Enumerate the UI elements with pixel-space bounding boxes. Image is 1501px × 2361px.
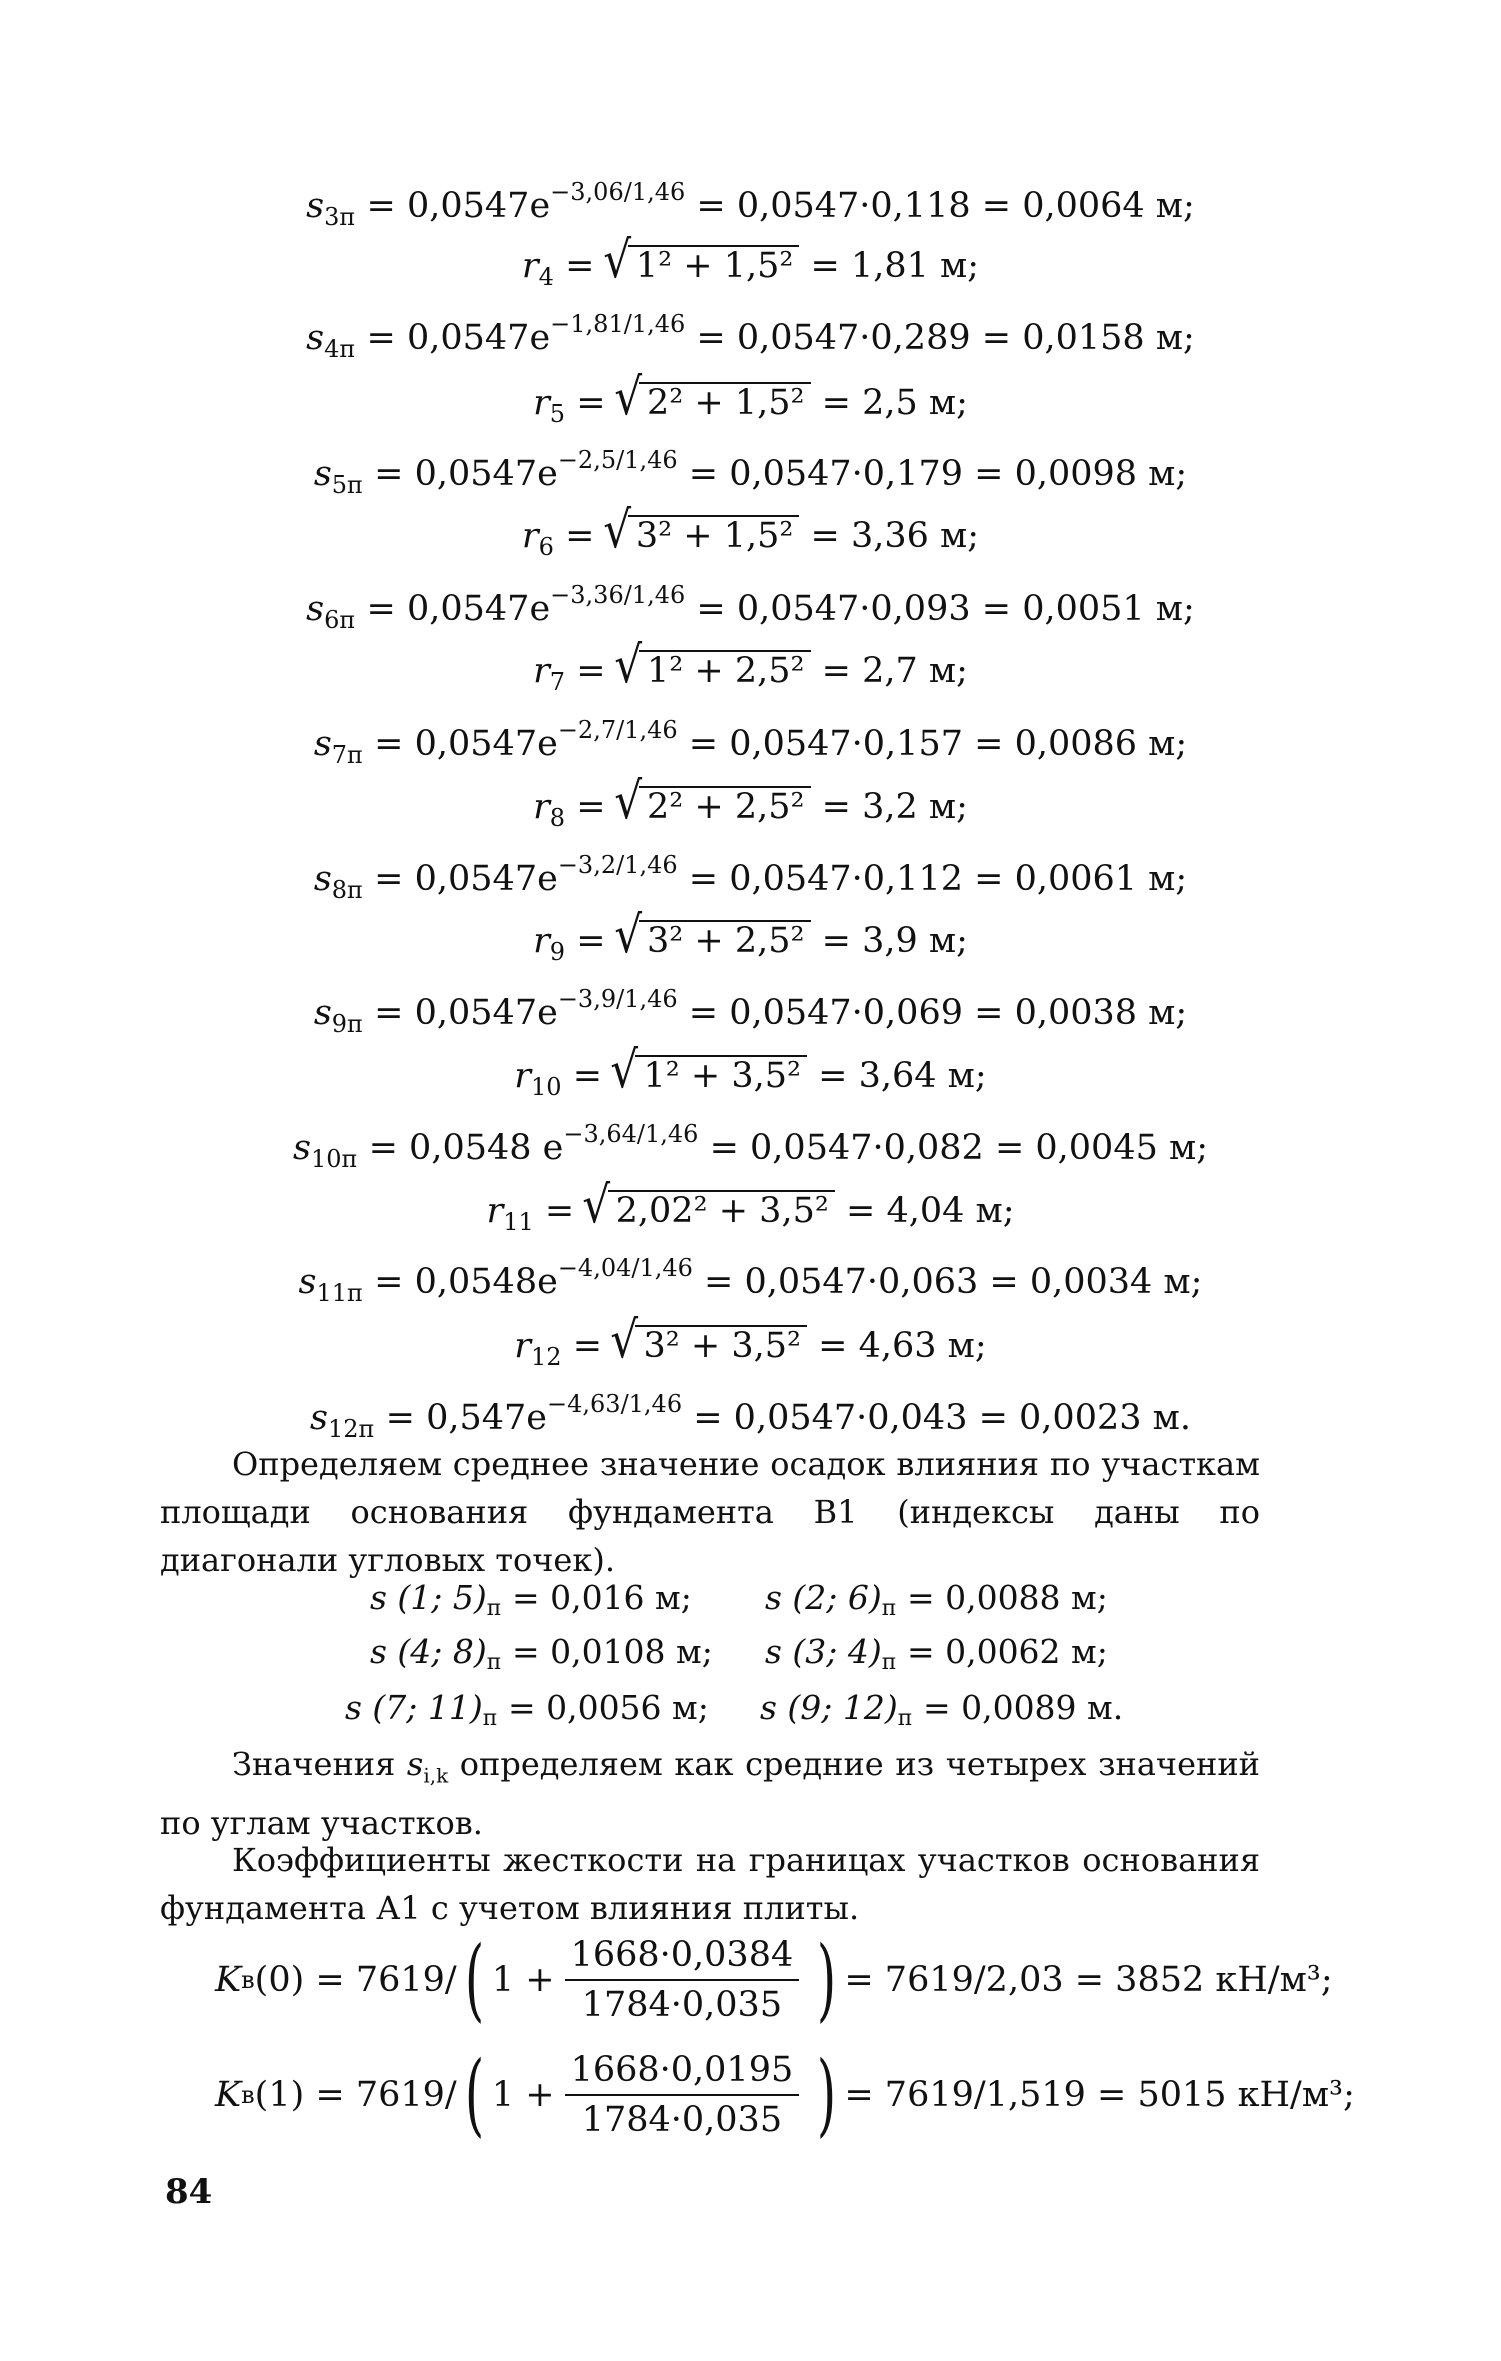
kv-formula-1: K в (1) = 7619/ ( 1 + $\frac{1668\cdot 0,0195}{1784\cdot 0,035}$ ) = 7619/1,519 = 5015 кН/м³; bbox=[215, 2042, 1355, 2147]
equation-r6: $r_6$ = √ 3² + 1,5² = 3,36 м; bbox=[521, 502, 980, 561]
page-number: 84 bbox=[165, 2172, 213, 2212]
equation-r10: $r_{10}$ = √ 1² + 3,5² = 3,64 м; bbox=[514, 1042, 987, 1101]
settlement-pair-right-2: s (3; $4)_п = 0,0062$ м; bbox=[765, 1632, 1108, 1675]
settlement-pair-right-1: s (2; $6)_п = 0,0088$ м; bbox=[765, 1578, 1108, 1621]
equation-r7: $r_7$ = √ 1² + 2,5² = 2,7 м; bbox=[533, 637, 968, 696]
settlement-pair-left-2: s (4; $8)_п = 0,0108$ м; bbox=[370, 1632, 713, 1675]
kv-formula-0: K в (0) = 7619/ ( 1 + $\frac{1668\cdot 0,0384}{1784\cdot 0,035}$ ) = 7619/2,03 = 3852 кН/м³; bbox=[215, 1927, 1333, 2032]
equation-s12: $s_{12п} = 0,547e^{-4,63/1,46} = 0,0547\cdot 0,043 = 0,0023$ м. bbox=[310, 1390, 1191, 1443]
paragraph-average-settlement: Определяем среднее значение осадок влияния по участкам площади основания фундамента В1 (индексы даны по диагонали угловых точек). bbox=[160, 1445, 1260, 1579]
equation-r11: $r_{11}$ = √ 2,02² + 3,5² = 4,04 м; bbox=[486, 1177, 1015, 1236]
equation-r5: $r_5$ = √ 2² + 1,5² = 2,5 м; bbox=[533, 369, 968, 428]
equation-s8: $s_{8п} = 0,0547e^{-3,2/1,46} = 0,0547\cdot 0,112 = 0,0061$ м; bbox=[313, 851, 1188, 904]
equation-s3: $s_{3п} = 0,0547e^{-3,06/1,46} = 0,0547\cdot 0,118 = 0,0064$ м; bbox=[306, 178, 1195, 231]
equation-r4: $r_4$ = √ 1² + 1,5² = 1,81 м; bbox=[521, 232, 980, 291]
equation-s10: $s_{10п} = 0,0548$ $e^{-3,64/1,46} = 0,0547\cdot 0,082 = 0,0045$ м; bbox=[292, 1120, 1209, 1173]
equation-s6: $s_{6п} = 0,0547e^{-3,36/1,46} = 0,0547\cdot 0,093 = 0,0051$ м; bbox=[306, 581, 1195, 634]
equation-s7: $s_{7п} = 0,0547e^{-2,7/1,46} = 0,0547\cdot 0,157 = 0,0086$ м; bbox=[313, 716, 1188, 769]
settlement-pair-right-3: s (9; $12)_п = 0,0089$ м. bbox=[760, 1688, 1124, 1731]
equation-r9: $r_9$ = √ 3² + 2,5² = 3,9 м; bbox=[533, 907, 968, 966]
equation-r12: $r_{12}$ = √ 3² + 3,5² = 4,63 м; bbox=[514, 1312, 987, 1371]
equation-s5: $s_{5п} = 0,0547e^{-2,5/1,46} = 0,0547\cdot 0,179 = 0,0098$ м; bbox=[313, 446, 1188, 499]
equation-r8: $r_8$ = √ 2² + 2,5² = 3,2 м; bbox=[533, 773, 968, 832]
equation-s4: $s_{4п} = 0,0547e^{-1,81/1,46} = 0,0547\cdot 0,289 = 0,0158$ м; bbox=[306, 310, 1195, 363]
paragraph-values-sik: Значения $s_{i,k}$ определяем как средние из четырех значений по углам участков. bbox=[160, 1745, 1261, 1843]
paragraph-stiffness-coefficients: Коэффициенты жесткости на границах участков основания фундамента А1 с учетом влияния плиты. bbox=[160, 1841, 1260, 1927]
equation-s9: $s_{9п} = 0,0547e^{-3,9/1,46} = 0,0547\cdot 0,069 = 0,0038$ м; bbox=[313, 985, 1188, 1038]
equation-s11: $s_{11п} = 0,0548e^{-4,04/1,46} = 0,0547\cdot 0,063 = 0,0034$ м; bbox=[298, 1254, 1203, 1307]
settlement-pair-left-3: s (7; $11)_п = 0,0056$ м; bbox=[345, 1688, 709, 1731]
kv-fraction-0: $\frac{1668\cdot 0,0384}{1784\cdot 0,035}$ bbox=[565, 1935, 800, 2025]
settlement-pair-left-1: s (1; $5)_п = 0,016$ м; bbox=[370, 1578, 692, 1621]
kv-fraction-1: $\frac{1668\cdot 0,0195}{1784\cdot 0,035}$ bbox=[565, 2050, 800, 2140]
